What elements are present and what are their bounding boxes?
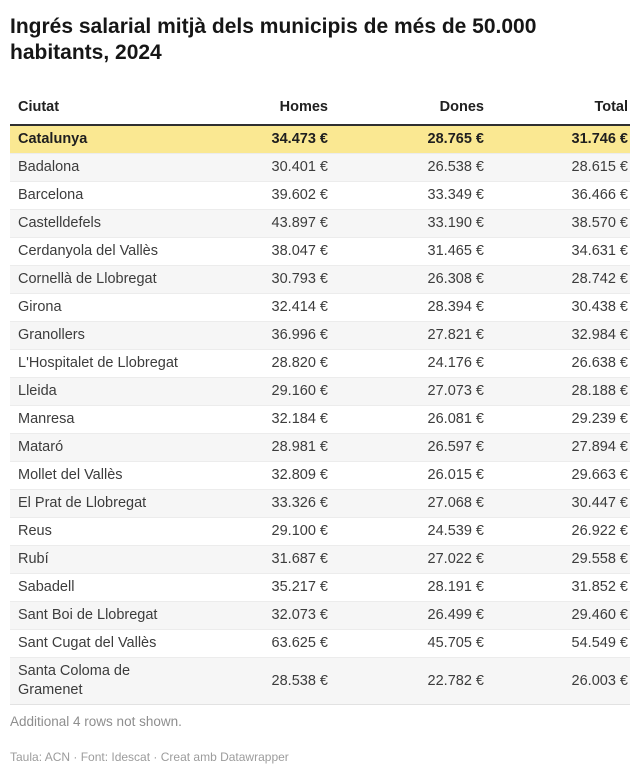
table-row bbox=[10, 630, 630, 658]
dones-cell: 31.465 € bbox=[427, 243, 484, 259]
city-cell: Mollet del Vallès bbox=[18, 467, 123, 483]
table-row bbox=[10, 266, 630, 294]
total-cell: 31.852 € bbox=[571, 579, 628, 595]
table-header bbox=[10, 93, 630, 125]
total-cell: 32.984 € bbox=[571, 327, 628, 343]
homes-cell: 28.538 € bbox=[271, 672, 328, 689]
table-row bbox=[10, 546, 630, 574]
dones-cell: 27.068 € bbox=[427, 495, 484, 511]
homes-cell: 32.184 € bbox=[271, 411, 328, 427]
total-cell: 29.663 € bbox=[571, 467, 628, 483]
homes-cell: 43.897 € bbox=[271, 215, 328, 231]
city-cell: Catalunya bbox=[18, 131, 88, 147]
table-row bbox=[10, 518, 630, 546]
table-row bbox=[10, 490, 630, 518]
table-row bbox=[10, 462, 630, 490]
homes-cell: 63.625 € bbox=[271, 635, 328, 651]
city-cell: Sant Boi de Llobregat bbox=[18, 607, 158, 623]
page-title: Ingrés salarial mitjà dels municipis de més de 50.000 habitants, 2024 bbox=[10, 15, 537, 64]
total-cell: 26.003 € bbox=[571, 672, 628, 689]
table-row bbox=[10, 406, 630, 434]
table-row bbox=[10, 182, 630, 210]
total-cell: 29.460 € bbox=[571, 607, 628, 623]
city-cell: Badalona bbox=[18, 159, 80, 175]
homes-cell: 33.326 € bbox=[271, 495, 328, 511]
total-cell: 30.447 € bbox=[571, 495, 628, 511]
total-cell: 36.466 € bbox=[571, 187, 628, 203]
city-cell: Cornellà de Llobregat bbox=[18, 271, 157, 287]
homes-cell: 28.820 € bbox=[271, 355, 328, 371]
dones-cell: 26.538 € bbox=[427, 159, 484, 175]
dones-cell: 45.705 € bbox=[427, 635, 484, 651]
dones-cell: 33.190 € bbox=[427, 215, 484, 231]
dones-cell: 28.394 € bbox=[427, 299, 484, 315]
total-cell: 28.742 € bbox=[571, 271, 628, 287]
homes-cell: 38.047 € bbox=[271, 243, 328, 259]
dones-cell: 26.015 € bbox=[427, 467, 484, 483]
city-cell: Mataró bbox=[18, 439, 64, 455]
total-cell: 27.894 € bbox=[571, 439, 628, 455]
table-row bbox=[10, 350, 630, 378]
homes-cell: 36.996 € bbox=[271, 327, 328, 343]
dones-cell: 27.821 € bbox=[427, 327, 484, 343]
dones-cell: 26.308 € bbox=[427, 271, 484, 287]
col-header-total: Total bbox=[486, 93, 630, 125]
table-row bbox=[10, 210, 630, 238]
homes-cell: 34.473 € bbox=[271, 131, 328, 147]
col-header-dones: Dones bbox=[330, 93, 486, 125]
total-cell: 28.615 € bbox=[571, 159, 628, 175]
table-row bbox=[10, 238, 630, 266]
homes-cell: 35.217 € bbox=[271, 579, 328, 595]
total-cell: 26.638 € bbox=[571, 355, 628, 371]
table-row bbox=[10, 154, 630, 182]
table-row bbox=[10, 294, 630, 322]
total-cell: 29.239 € bbox=[571, 411, 628, 427]
dones-cell: 24.176 € bbox=[427, 355, 484, 371]
dones-cell: 26.597 € bbox=[427, 439, 484, 455]
col-header-ciutat: Ciutat bbox=[10, 93, 178, 125]
total-cell: 34.631 € bbox=[571, 243, 628, 259]
city-cell: Rubí bbox=[18, 551, 49, 567]
table-body bbox=[10, 125, 630, 705]
city-cell: Reus bbox=[18, 523, 52, 539]
table-row bbox=[10, 602, 630, 630]
homes-cell: 29.100 € bbox=[271, 523, 328, 539]
dones-cell: 28.765 € bbox=[427, 131, 484, 147]
city-cell: Santa Coloma de Gramenet bbox=[18, 663, 131, 698]
homes-cell: 28.981 € bbox=[271, 439, 328, 455]
table-row bbox=[10, 125, 630, 154]
total-cell: 26.922 € bbox=[571, 523, 628, 539]
dones-cell: 28.191 € bbox=[427, 579, 484, 595]
homes-cell: 32.073 € bbox=[271, 607, 328, 623]
total-cell: 30.438 € bbox=[571, 299, 628, 315]
dones-cell: 27.073 € bbox=[427, 383, 484, 399]
homes-cell: 32.414 € bbox=[271, 299, 328, 315]
city-cell: Granollers bbox=[18, 327, 85, 343]
homes-cell: 31.687 € bbox=[271, 551, 328, 567]
salary-table bbox=[10, 93, 630, 705]
homes-cell: 32.809 € bbox=[271, 467, 328, 483]
total-cell: 38.570 € bbox=[571, 215, 628, 231]
dones-cell: 22.782 € bbox=[427, 672, 484, 689]
dones-cell: 27.022 € bbox=[427, 551, 484, 567]
table-row bbox=[10, 378, 630, 406]
total-cell: 31.746 € bbox=[571, 131, 628, 147]
dones-cell: 24.539 € bbox=[427, 523, 484, 539]
city-cell: Cerdanyola del Vallès bbox=[18, 243, 158, 259]
dones-cell: 26.081 € bbox=[427, 411, 484, 427]
city-cell: Sabadell bbox=[18, 579, 75, 595]
table-row bbox=[10, 658, 630, 705]
city-cell: El Prat de Llobregat bbox=[18, 495, 147, 511]
table-row bbox=[10, 322, 630, 350]
homes-cell: 30.793 € bbox=[271, 271, 328, 287]
total-cell: 29.558 € bbox=[571, 551, 628, 567]
total-cell: 28.188 € bbox=[571, 383, 628, 399]
homes-cell: 29.160 € bbox=[271, 383, 328, 399]
dones-cell: 33.349 € bbox=[427, 187, 484, 203]
total-cell: 54.549 € bbox=[571, 635, 628, 651]
dones-cell: 26.499 € bbox=[427, 607, 484, 623]
city-cell: Girona bbox=[18, 299, 62, 315]
city-cell: L'Hospitalet de Llobregat bbox=[18, 355, 178, 371]
city-cell: Sant Cugat del Vallès bbox=[18, 635, 157, 651]
table-row bbox=[10, 574, 630, 602]
city-cell: Barcelona bbox=[18, 187, 84, 203]
homes-cell: 39.602 € bbox=[271, 187, 328, 203]
city-cell: Lleida bbox=[18, 383, 57, 399]
city-cell: Manresa bbox=[18, 411, 75, 427]
homes-cell: 30.401 € bbox=[271, 159, 328, 175]
source-attribution: Taula: ACN · Font: Idescat · Creat amb Datawrapper bbox=[10, 750, 289, 764]
rows-not-shown-note: Additional 4 rows not shown. bbox=[10, 714, 182, 729]
col-header-homes: Homes bbox=[178, 93, 330, 125]
city-cell: Castelldefels bbox=[18, 215, 102, 231]
table-row bbox=[10, 434, 630, 462]
table-header-row bbox=[10, 93, 630, 125]
